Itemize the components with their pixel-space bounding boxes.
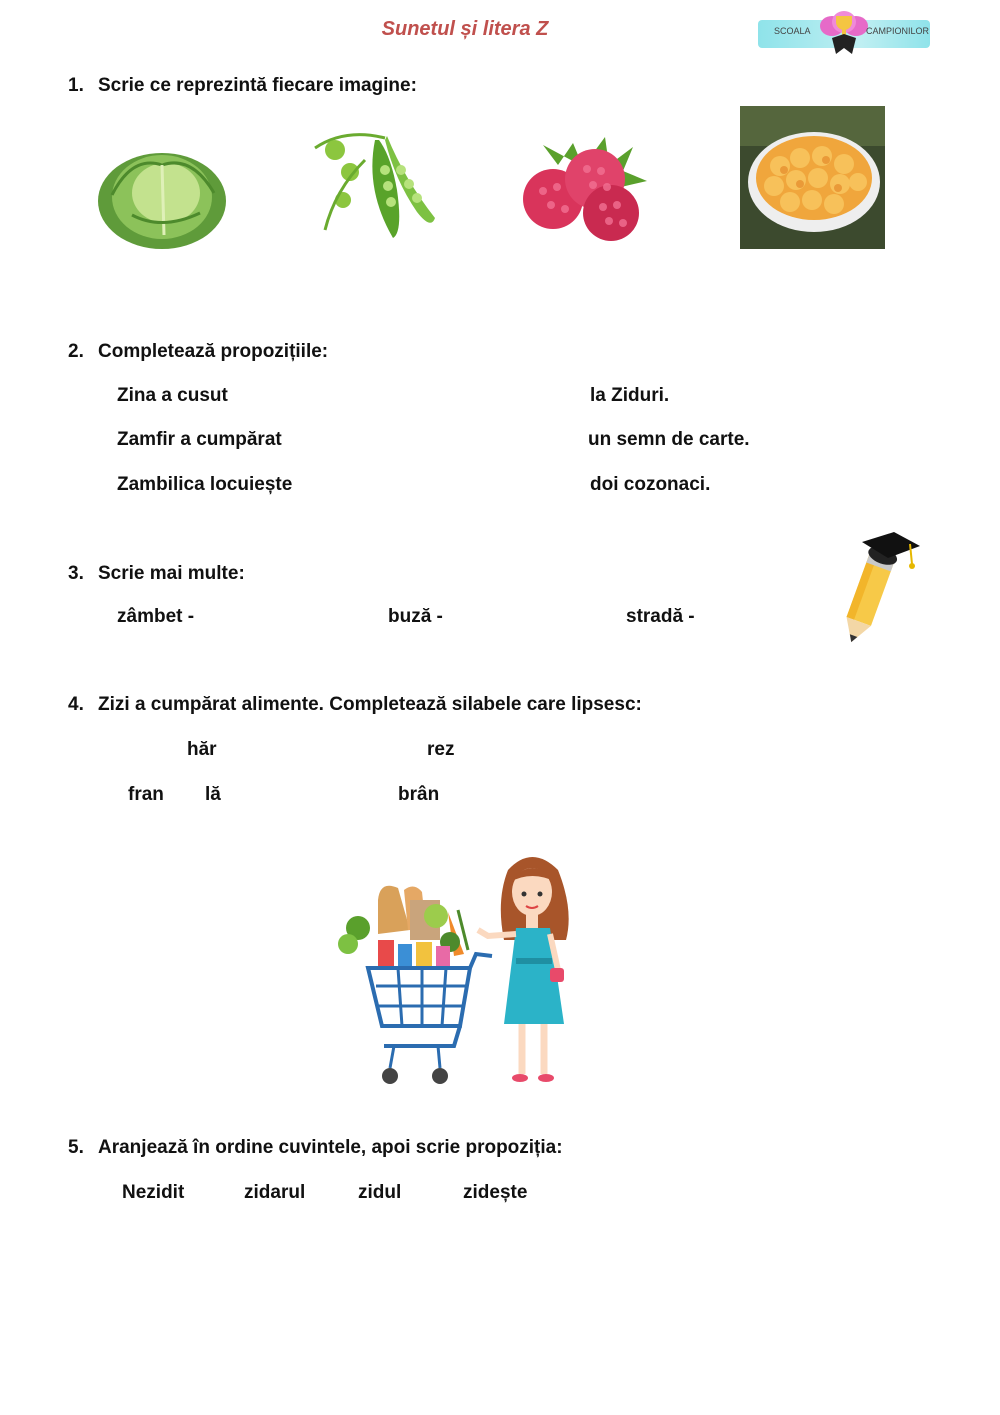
plural-word: zâmbet -	[117, 606, 195, 627]
exercise-3-number: 3.	[68, 563, 84, 584]
exercise-3-text: Scrie mai multe:	[98, 563, 245, 584]
scrambled-word: Nezidit	[122, 1182, 185, 1203]
scrambled-word: zidește	[463, 1182, 528, 1203]
syllable: brân	[398, 784, 440, 805]
exercise-2-heading	[68, 341, 328, 363]
exercise-1-heading	[68, 75, 417, 97]
syllable: fran	[128, 784, 164, 805]
raspberries-image	[513, 125, 653, 243]
sentence-right: doi cozonaci.	[590, 474, 711, 495]
sentence-right: un semn de carte.	[588, 429, 750, 450]
exercise-1-number: 1.	[68, 75, 84, 96]
exercise-4-text: Zizi a cumpărat alimente. Completează silabele care lipsesc:	[98, 694, 642, 715]
exercise-5-heading	[68, 1137, 563, 1159]
school-logo	[758, 10, 930, 56]
exercise-1-text: Scrie ce reprezintă fiecare imagine:	[98, 75, 417, 96]
exercise-4-heading	[68, 694, 642, 716]
logo-left-text: SCOALA	[774, 26, 811, 36]
exercise-4-number: 4.	[68, 694, 84, 715]
apricots-image	[740, 106, 885, 249]
pencil-graduate-image	[822, 528, 922, 650]
sentence-left: Zamfir a cumpărat	[117, 429, 282, 450]
page-title: Sunetul și litera Z	[381, 18, 549, 40]
scrambled-word: zidarul	[244, 1182, 306, 1203]
exercise-3-heading	[68, 563, 245, 585]
exercise-2-number: 2.	[68, 341, 84, 362]
cabbage-image	[92, 135, 232, 253]
shopping-girl-illustration	[318, 830, 593, 1105]
logo-right-text: CAMPIONILOR	[866, 26, 930, 36]
peas-image	[305, 120, 440, 245]
trophy-icon	[818, 10, 870, 56]
plural-word: buză -	[388, 606, 443, 627]
plural-word: stradă -	[626, 606, 695, 627]
sentence-right: la Ziduri.	[590, 385, 670, 406]
exercise-5-number: 5.	[68, 1137, 84, 1158]
sentence-left: Zina a cusut	[117, 385, 228, 406]
sentence-left: Zambilica locuiește	[117, 474, 293, 495]
syllable: lă	[205, 784, 221, 805]
exercise-5-text: Aranjează în ordine cuvintele, apoi scrie propoziția:	[98, 1137, 563, 1158]
scrambled-word: zidul	[358, 1182, 402, 1203]
exercise-2-text: Completează propozițiile:	[98, 341, 329, 362]
syllable: hăr	[187, 739, 217, 760]
syllable: rez	[427, 739, 455, 760]
